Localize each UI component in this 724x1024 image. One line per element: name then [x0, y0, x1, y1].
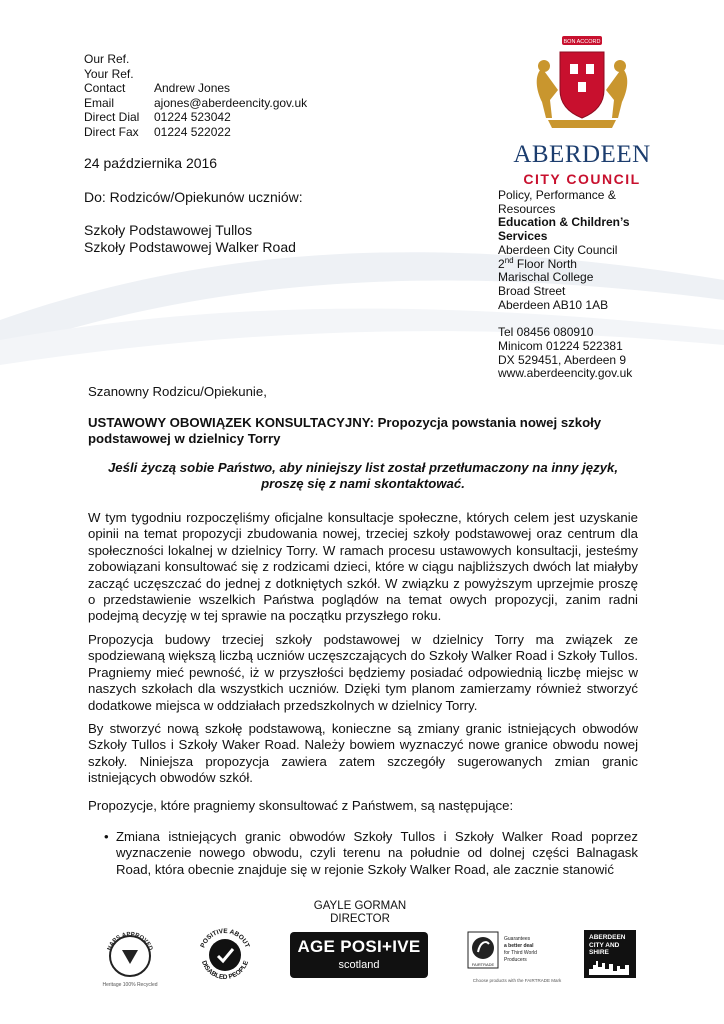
tel-line: Tel 08456 080910 [498, 325, 594, 340]
banner-text: BON ACCORD [563, 39, 601, 45]
bullet-icon: • [104, 829, 109, 844]
signature-block [300, 900, 420, 926]
email-label: Email [84, 95, 115, 110]
bullet-item [88, 829, 638, 878]
fairtrade-logo [462, 930, 572, 988]
fairtrade-line: Guarantees [504, 936, 531, 942]
dept-line: Policy, Performance & [498, 188, 616, 202]
signatory-name: GAYLE GORMAN [313, 900, 407, 912]
shire-line: SHIRE [589, 949, 609, 956]
dial-label: Direct Dial [84, 110, 140, 124]
fairtrade-line: for Third World [504, 950, 537, 956]
skyline-icon [589, 959, 633, 975]
naps-caption: Heritage 100% Recycled [102, 982, 158, 988]
bullet-text: Zmiana istniejących granic obwodów Szkoły Tullos i Szkoły Walker Road poprzez wyznaczenie nowego obwodu, czyli terenu na południe od dolnej części Balnagask Road, która obecnie znajduje się w rejonie Szkoły Walker Road, ale zacznie stanowić [116, 829, 638, 877]
street-line: Broad Street [498, 283, 566, 298]
school-name: Szkoły Podstawowej Walker Road [84, 239, 296, 255]
service-line: Services [498, 229, 548, 244]
dx-line: DX 529451, Aberdeen 9 [498, 352, 627, 367]
body-paragraph: W tym tygodniu rozpoczęliśmy oficjalne konsultacje społeczne, których celem jest uzyskanie opinii na temat propozycji zbudowania nowej, trzeciej szkoły podstawowej oraz centrum dla społeczności lokalnej w dzielnicy Torry. W ramach procesu ustawowych konsultacji, jesteśmy zobowiązani konsultować się z rodzicami dzieci, które w ciągu najbliższych dwóch lat miałyby zacząć uczęszczać do jednej z dotkniętych szkół. W związku z powyższym uprzejmie proszę o przedstawienie wszelkich Państwa poglądów na temat owych propozycji, zanim radni podejmą decyzję w tej sprawie na początku przyszłego roku. [88, 510, 638, 624]
school-list [84, 222, 296, 256]
shire-line: ABERDEEN [589, 934, 626, 941]
council-subtitle: CITY COUNCIL [523, 171, 641, 187]
contact-label: Contact [84, 81, 126, 95]
floor-text: Floor North [513, 256, 577, 271]
floor-line [498, 255, 668, 272]
letter-date: 24 października 2016 [84, 155, 218, 171]
recipient-line: Do: Rodziców/Opiekunów uczniów: [84, 189, 303, 205]
shire-line: CITY AND [589, 941, 620, 949]
city-line: Aberdeen AB10 1AB [498, 297, 609, 312]
email-value: ajones@aberdeencity.gov.uk [154, 95, 308, 110]
school-name: Szkoły Podstawowej Tullos [84, 222, 253, 238]
council-logo [502, 30, 662, 187]
floor-number: 2 [498, 256, 505, 271]
fairtrade-mark-text: FAIRTRADE [471, 962, 495, 967]
fairtrade-line: Producers [504, 957, 527, 963]
fax-label: Direct Fax [84, 124, 139, 139]
building-line: Marischal College [498, 270, 594, 285]
positive-bottom-text: DISABLED PEOPLE [199, 959, 251, 982]
age-positive-sub: scotland [338, 959, 380, 971]
fairtrade-caption: Choose products with the FAIRTRADE Mark [472, 978, 562, 983]
council-name: ABERDEEN [513, 141, 651, 168]
body-paragraph: Propozycja budowy trzeciej szkoły podstawowej w dzielnicy Torry ma związek ze spodziewaną większą liczbą uczniów uczęszczających do Szkoły Walker Road i Szkoły Tullos. Pragniemy mieć pewność, iż w przyszłości będziemy posiadać odpowiednią liczbę miejsc w naszych szkołach dla wszystkich uczniów. Dzięki tym planom zamierzamy również stworzyć dodatkowe miejsca w oddziałach przedszkolnych w dzielnicy Torry. [88, 632, 638, 713]
subject-line: USTAWOWY OBOWIĄZEK KONSULTACYJNY: Propozycja powstania nowej szkoły podstawowej w dzielnicy Torry [88, 415, 602, 447]
service-line: Education & Children’s [498, 215, 630, 230]
positive-about-disabled-logo [192, 922, 258, 988]
aberdeen-city-shire-logo [584, 930, 636, 978]
org-line: Aberdeen City Council [498, 242, 618, 257]
body-paragraph: By stworzyć nową szkołę podstawową, konieczne są zmiany granic istniejących obwodów Szkoły Tullos i Szkoły Waker Road. Należy bowiem wyznaczyć nowe granice obwodu nowej szkoły. Niniejsza propozycja zawiera zatem szczegóły sugerowanych zmian granic istniejących obwodów szkół. [88, 721, 638, 786]
age-positive-logo [290, 932, 428, 978]
our-ref-label: Our Ref. [84, 52, 130, 66]
contact-value: Andrew Jones [154, 81, 231, 95]
fairtrade-line: a better deal [504, 943, 534, 949]
svg-text:NAPS APPROVED [107, 932, 154, 952]
signatory-title: DIRECTOR [330, 913, 390, 925]
translation-note: Jeśli życzą sobie Państwo, aby niniejszy list został przetłumaczony na inny język, proszę się z nami skontaktować. [107, 460, 619, 492]
floor-suffix: nd [504, 255, 514, 265]
dial-value: 01224 523042 [154, 110, 231, 124]
minicom-line: Minicom 01224 522381 [498, 339, 623, 354]
reference-block [84, 52, 307, 139]
your-ref-label: Your Ref. [84, 66, 134, 81]
web-link[interactable]: www.aberdeencity.gov.uk [498, 366, 633, 381]
positive-top-text: POSITIVE ABOUT [199, 927, 251, 949]
body-paragraph: Propozycje, które pragniemy skonsultować z Państwem, są następujące: [88, 798, 514, 813]
greeting: Szanowny Rodzicu/Opiekunie, [88, 384, 267, 399]
age-positive-text: AGE POSI+IVE [297, 937, 421, 956]
naps-text: NAPS APPROVED [106, 931, 154, 952]
fax-value: 01224 522022 [154, 124, 231, 139]
address-block [498, 189, 668, 381]
dept-line: Resources [498, 201, 556, 216]
naps-approved-logo [92, 926, 172, 990]
